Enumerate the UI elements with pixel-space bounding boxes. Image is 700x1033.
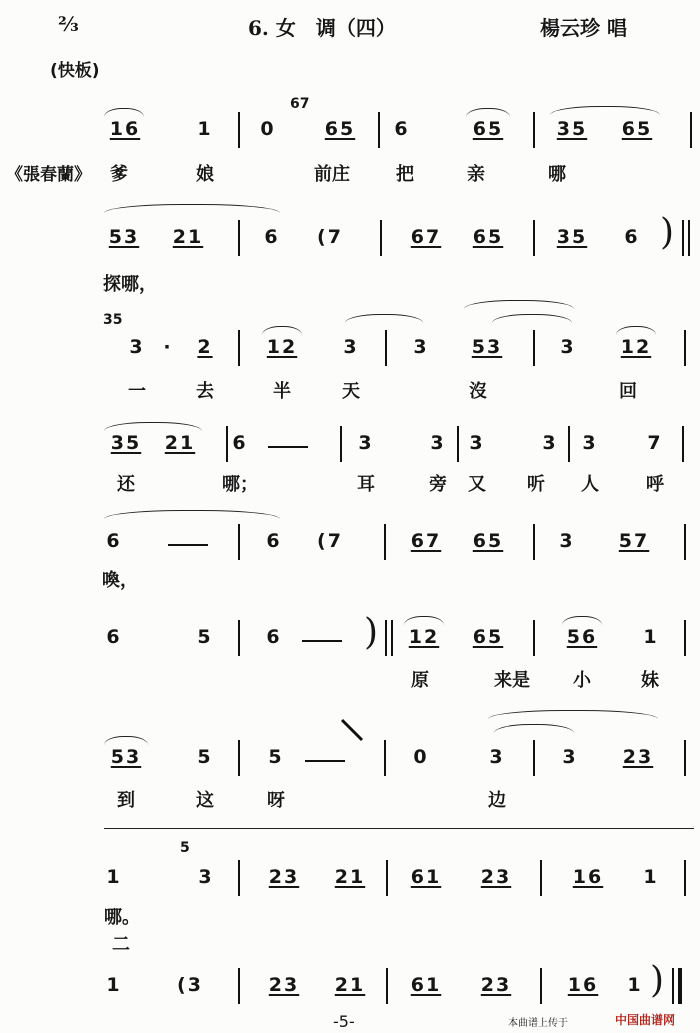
score-row-3 xyxy=(0,312,700,370)
lyric: 旁 xyxy=(429,474,447,495)
close-paren: ) xyxy=(650,960,665,1001)
bar-line xyxy=(684,524,686,560)
note: 6 xyxy=(232,432,248,454)
sustain-dash xyxy=(305,760,345,762)
grace-note: 35 xyxy=(103,312,123,328)
note: 23 xyxy=(480,974,512,996)
bar-line xyxy=(533,620,535,656)
bar-line xyxy=(385,620,387,656)
note: 65 xyxy=(472,626,504,648)
score-row-8 xyxy=(0,840,700,900)
note: 3 xyxy=(582,432,598,454)
slur xyxy=(492,314,572,323)
lyric: 呼 xyxy=(646,474,664,495)
lyric: 把 xyxy=(396,164,414,185)
note: 12 xyxy=(408,626,440,648)
score-row-1 xyxy=(0,96,700,152)
long-tie xyxy=(104,828,694,835)
bar-line xyxy=(340,426,342,462)
note: 3 xyxy=(542,432,558,454)
bar-line xyxy=(238,112,240,148)
bar-line xyxy=(540,968,542,1004)
slur xyxy=(104,108,144,117)
slur xyxy=(104,736,148,745)
bar-line xyxy=(238,620,240,656)
slur xyxy=(345,314,423,323)
slur xyxy=(464,300,574,309)
slur xyxy=(488,710,658,719)
note: 3 xyxy=(469,432,485,454)
note: 23 xyxy=(268,866,300,888)
slur xyxy=(616,326,656,335)
song-title: 6. 女 调（四） xyxy=(248,16,396,40)
note: 3 xyxy=(430,432,446,454)
note: 0 xyxy=(260,118,276,140)
note: 5 xyxy=(197,626,213,648)
note: 3 xyxy=(562,746,578,768)
note: 56 xyxy=(566,626,598,648)
bar-line xyxy=(682,426,684,462)
lyric: 妹 xyxy=(641,670,659,691)
score-row-5 xyxy=(0,524,700,564)
slur xyxy=(466,108,510,117)
sustain-dash xyxy=(302,640,342,642)
note: 35 xyxy=(556,118,588,140)
slur xyxy=(104,204,280,213)
note: 3 xyxy=(413,336,429,358)
note: 3 xyxy=(198,866,214,888)
bar-line xyxy=(226,426,228,462)
bar-line xyxy=(672,968,674,1004)
lyric: 听 xyxy=(527,474,545,495)
note: 12 xyxy=(266,336,298,358)
note: 1 xyxy=(106,866,122,888)
note: 53 xyxy=(471,336,503,358)
score-row-6 xyxy=(0,612,700,660)
note: 3 xyxy=(559,530,575,552)
note: 67 xyxy=(410,530,442,552)
singer-credit: 楊云珍 唱 xyxy=(540,16,627,40)
note: 3 xyxy=(560,336,576,358)
bar-line xyxy=(533,740,535,776)
note: 35 xyxy=(110,432,142,454)
note: 67 xyxy=(410,226,442,248)
slur xyxy=(550,106,660,115)
sustain-dash xyxy=(268,446,308,448)
upload-credit: 本曲谱上传于 xyxy=(508,1018,568,1029)
note: 2 xyxy=(197,336,213,358)
close-paren: ) xyxy=(660,212,675,253)
note: 21 xyxy=(334,866,366,888)
lyric: 半 xyxy=(273,381,291,402)
bar-line xyxy=(378,112,380,148)
bar-line xyxy=(384,740,386,776)
lyric: 前庄 xyxy=(314,164,350,185)
note: 0 xyxy=(413,746,429,768)
tempo-marking: (快板) xyxy=(50,61,100,81)
note: 3 xyxy=(343,336,359,358)
lyric: 小 xyxy=(573,670,591,691)
note: 6 xyxy=(264,226,280,248)
note: 16 xyxy=(572,866,604,888)
score-row-7 xyxy=(0,740,700,780)
note: 6 xyxy=(624,226,640,248)
score-row-4 xyxy=(0,426,700,466)
bar-line xyxy=(238,220,240,256)
note: 6 xyxy=(394,118,410,140)
bar-line xyxy=(533,220,535,256)
lyric: 原 xyxy=(411,670,429,691)
bar-line xyxy=(457,426,459,462)
lyric: 一 xyxy=(128,381,146,402)
lyric: 娘 xyxy=(196,164,214,185)
note: 1 xyxy=(643,626,659,648)
note: 65 xyxy=(621,118,653,140)
note: 3 xyxy=(358,432,374,454)
final-bar-line xyxy=(678,968,682,1004)
bar-line xyxy=(688,220,690,256)
note: 57 xyxy=(618,530,650,552)
section-mark: 二 xyxy=(112,934,130,955)
note: 65 xyxy=(472,226,504,248)
slur xyxy=(494,724,574,733)
note: 65 xyxy=(472,118,504,140)
score-row-9 xyxy=(0,960,700,1008)
note: 6 xyxy=(106,530,122,552)
score-row-2 xyxy=(0,212,700,260)
lyric: 这 xyxy=(196,790,214,811)
note: 23 xyxy=(268,974,300,996)
bar-line xyxy=(684,740,686,776)
sustain-dash xyxy=(168,544,208,546)
note: 53 xyxy=(110,746,142,768)
lyric: 呀 xyxy=(267,790,285,811)
note: 16 xyxy=(567,974,599,996)
lyric: 来是 xyxy=(494,670,530,691)
note: 7 xyxy=(647,432,663,454)
note: 3 xyxy=(489,746,505,768)
bar-line xyxy=(238,968,240,1004)
bar-line xyxy=(385,330,387,366)
lyric: 边 xyxy=(488,790,506,811)
bar-line xyxy=(386,860,388,896)
lyric: 哪； xyxy=(222,474,258,495)
note: 61 xyxy=(410,974,442,996)
lyric: 到 xyxy=(117,790,135,811)
note: 21 xyxy=(334,974,366,996)
lyric: 沒 xyxy=(469,381,487,402)
bar-line xyxy=(682,220,684,256)
note: 65 xyxy=(324,118,356,140)
note: · xyxy=(163,336,173,358)
grace-note: 67 xyxy=(290,96,310,112)
lyric: 哪 xyxy=(548,164,566,185)
note: 1 xyxy=(106,974,122,996)
lyric: 天 xyxy=(342,381,360,402)
lyric: 亲 xyxy=(467,164,485,185)
lyric: 人 xyxy=(581,474,599,495)
bar-line xyxy=(238,524,240,560)
note: 65 xyxy=(472,530,504,552)
page-number: -5- xyxy=(333,1012,355,1031)
note: (7 xyxy=(317,226,343,248)
note: 1 xyxy=(627,974,643,996)
lyric: 耳 xyxy=(357,474,375,495)
note: (3 xyxy=(177,974,203,996)
note: 21 xyxy=(164,432,196,454)
lyric: 回 xyxy=(619,381,637,402)
note: 23 xyxy=(622,746,654,768)
note: 6 xyxy=(106,626,122,648)
role-label: 《張春蘭》 xyxy=(6,165,91,185)
bar-line xyxy=(684,330,686,366)
bar-line xyxy=(684,860,686,896)
note: 61 xyxy=(410,866,442,888)
bar-line xyxy=(238,860,240,896)
lyric: 探哪， xyxy=(103,274,157,295)
bar-line xyxy=(380,220,382,256)
note: 1 xyxy=(643,866,659,888)
note: 35 xyxy=(556,226,588,248)
slur xyxy=(404,616,444,625)
bar-line xyxy=(533,330,535,366)
bar-line xyxy=(391,620,393,656)
bar-line xyxy=(384,524,386,560)
note: 16 xyxy=(109,118,141,140)
breath-mark-icon xyxy=(340,718,364,744)
slur xyxy=(104,510,280,519)
slur xyxy=(562,616,602,625)
note: 6 xyxy=(266,530,282,552)
lyric: 去 xyxy=(196,381,214,402)
note: 5 xyxy=(197,746,213,768)
lyric: 哪。 xyxy=(104,907,140,928)
note: 12 xyxy=(620,336,652,358)
bar-line xyxy=(238,740,240,776)
lyric: 喚， xyxy=(102,570,138,591)
slur xyxy=(104,422,202,431)
bar-line xyxy=(533,524,535,560)
bar-line xyxy=(386,968,388,1004)
grace-note: 5 xyxy=(180,840,190,856)
bar-line xyxy=(238,330,240,366)
site-logo: 中国曲谱网 xyxy=(615,1013,676,1027)
note: 1 xyxy=(197,118,213,140)
lyric: 还 xyxy=(117,474,135,495)
bar-line xyxy=(540,860,542,896)
meter-mark: ⅔ xyxy=(58,12,79,36)
bar-line xyxy=(684,620,686,656)
note: 53 xyxy=(108,226,140,248)
bar-line xyxy=(533,112,535,148)
lyric: 又 xyxy=(468,474,486,495)
note: 23 xyxy=(480,866,512,888)
bar-line xyxy=(568,426,570,462)
slur xyxy=(262,326,302,335)
note: 21 xyxy=(172,226,204,248)
note: (7 xyxy=(317,530,343,552)
close-paren: ) xyxy=(364,612,379,653)
lyric: 爹 xyxy=(110,164,128,185)
note: 6 xyxy=(266,626,282,648)
note: 5 xyxy=(268,746,284,768)
bar-line xyxy=(690,112,692,148)
note: 3 xyxy=(129,336,145,358)
